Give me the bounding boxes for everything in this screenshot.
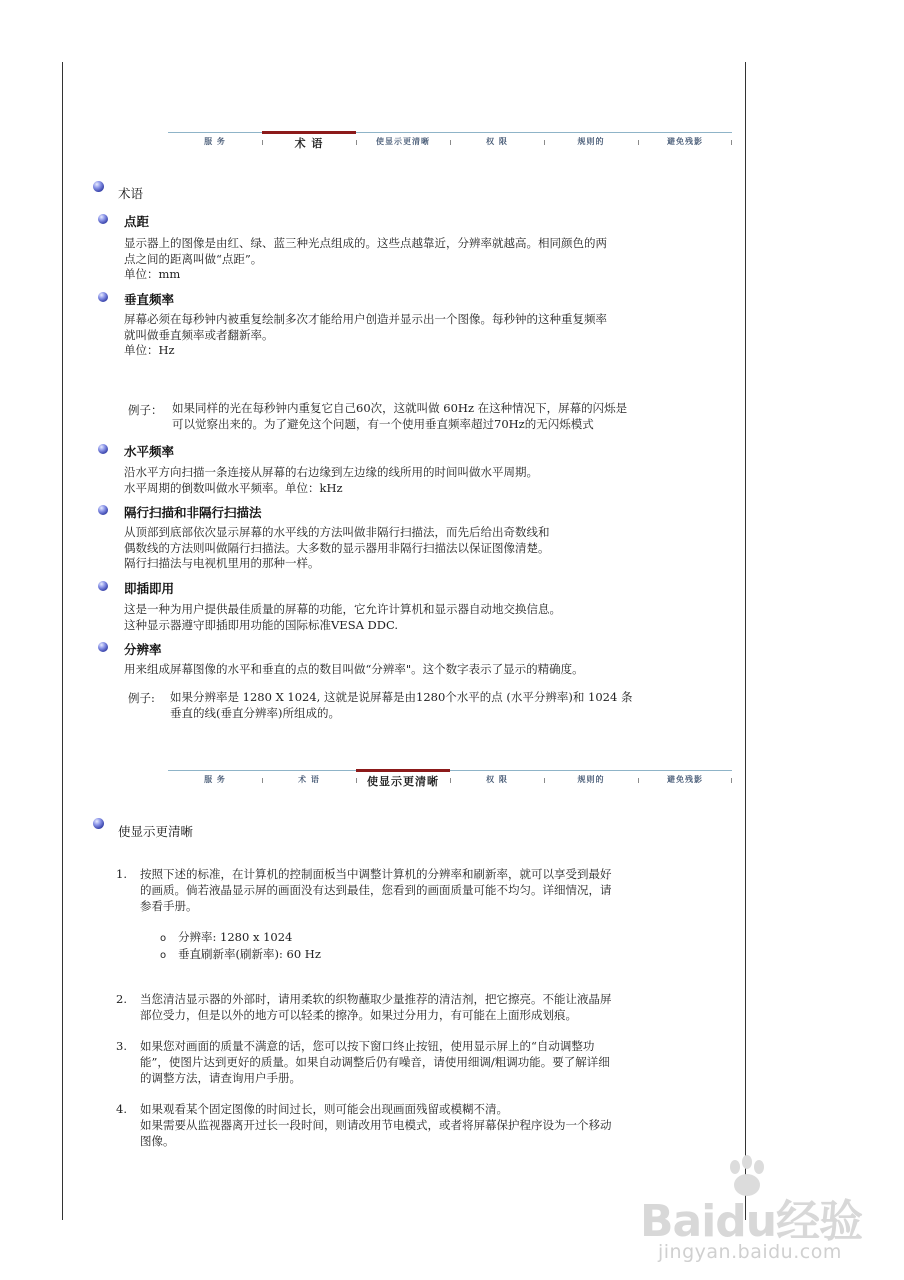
term-bullet-icon [98, 505, 108, 515]
nav-service[interactable]: 服 务 [204, 775, 226, 784]
term-bullet-icon [98, 292, 108, 302]
nav-clearer-display[interactable]: 使显示更清晰 [356, 773, 450, 789]
term-description: 显示器上的图像是由红、绿、蓝三种光点组成的。这些点越靠近，分辨率就越高。相同颜色的两 点之间的距离叫做“点距”。 单位：mm [124, 236, 607, 281]
right-margin-line [745, 62, 746, 1220]
example-label: 例子： [128, 403, 163, 417]
baidu-watermark [640, 1185, 880, 1265]
section-title-terms: 术语 [118, 186, 144, 201]
nav-bar-top [168, 132, 732, 152]
nav-service[interactable]: 服 务 [204, 137, 226, 146]
term-title: 隔行扫描和非隔行扫描法 [124, 505, 262, 520]
watermark-url: jingyan.baidu.com [658, 1241, 842, 1263]
sub-list-item: o 分辨率: 1280 x 1024 [160, 930, 293, 944]
nav-rules[interactable]: 规则的 [577, 775, 605, 784]
term-bullet-icon [98, 642, 108, 652]
term-title: 水平频率 [124, 444, 175, 459]
term-title: 垂直频率 [124, 292, 175, 307]
term-title: 分辨率 [124, 642, 162, 657]
nav-rules[interactable]: 规则的 [577, 137, 605, 146]
watermark-logo: Baidu经验 [640, 1196, 863, 1247]
example-text: 如果同样的光在每秒钟内重复它自己60次，这就叫做 60Hz 在这种情况下，屏幕的闪烁是 可以觉察出来的。为了避免这个问题，有一个使用垂直频率超过70Hz的无闪烁模式 [172, 401, 628, 431]
term-bullet-icon [98, 581, 108, 591]
term-description: 沿水平方向扫描一条连接从屏幕的右边缘到左边缘的线所用的时间叫做水平周期。 水平周期的倒数叫做水平频率。单位：kHz [124, 465, 538, 495]
term-bullet-icon [98, 214, 108, 224]
term-title: 即插即用 [124, 581, 175, 596]
nav-avoid-image-retention[interactable]: 避免残影 [667, 775, 703, 784]
section-bullet-icon [93, 818, 104, 829]
example-label: 例子: [128, 691, 155, 705]
nav-avoid-image-retention[interactable]: 避免残影 [667, 137, 703, 146]
term-description: 这是一种为用户提供最佳质量的屏幕的功能，它允许计算机和显示器自动地交换信息。 这种显示器遵守即插即用功能的国际标准VESA DDC. [124, 602, 561, 632]
nav-terms[interactable]: 术 语 [262, 135, 356, 151]
nav-bar-bottom [168, 770, 732, 790]
section-title-clearer-display: 使显示更清晰 [118, 824, 194, 839]
sub-list-item: o 垂直刷新率(刷新率): 60 Hz [160, 947, 321, 961]
nav-clearer-display[interactable]: 使显示更清晰 [376, 137, 430, 146]
term-description: 屏幕必须在每秒钟内被重复绘制多次才能给用户创造并显示出一个图像。每秒钟的这种重复频率 就叫做垂直频率或者翻新率。 单位：Hz [124, 312, 607, 357]
nav-permissions[interactable]: 权 限 [486, 137, 508, 146]
nav-terms[interactable]: 术 语 [298, 775, 320, 784]
nav-permissions[interactable]: 权 限 [486, 775, 508, 784]
term-bullet-icon [98, 444, 108, 454]
term-description: 从顶部到底部依次显示屏幕的水平线的方法叫做非隔行扫描法，而先后给出奇数线和 偶数线的方法则叫做隔行扫描法。大多数的显示器用非隔行扫描法以保证图像清楚。 隔行扫描法与电视机里用的那种一样。 [124, 525, 550, 570]
left-margin-line [62, 62, 63, 1220]
section-bullet-icon [93, 181, 104, 192]
example-text: 如果分辨率是 1280 X 1024, 这就是说屏幕是由1280个水平的点 (水平分辨率)和 1024 条 垂直的线(垂直分辨率)所组成的。 [170, 690, 633, 720]
term-title: 点距 [124, 214, 150, 229]
term-description: 用来组成屏幕图像的水平和垂直的点的数目叫做“分辨率"。这个数字表示了显示的精确度。 [124, 662, 584, 676]
